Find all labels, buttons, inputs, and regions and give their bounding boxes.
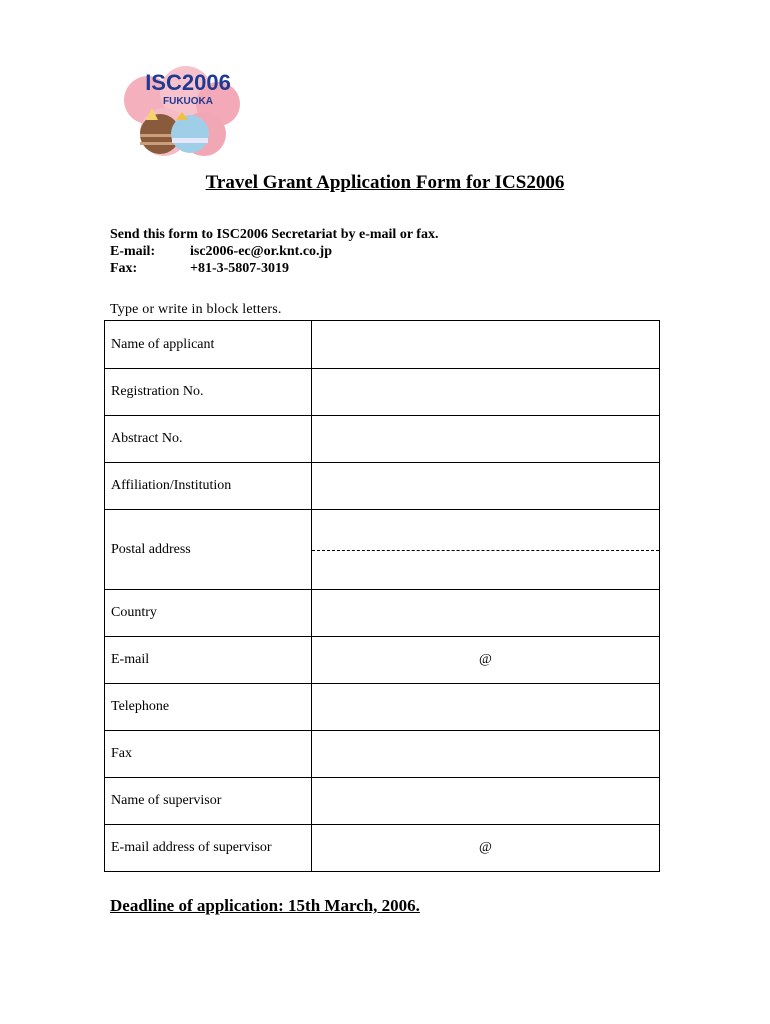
label-fax: Fax [105,731,312,778]
logo-text-isc2006: ISC2006 [145,70,231,95]
page-title: Travel Grant Application Form for ICS2006 [205,172,565,193]
send-fax-label: Fax: [110,261,138,276]
field-supervisor-email[interactable] [312,825,660,872]
send-instructions [110,226,438,277]
label-name-of-applicant: Name of applicant [105,321,312,369]
field-telephone[interactable] [312,684,660,731]
field-abstract-no[interactable] [312,416,660,463]
row-telephone [105,684,660,731]
label-supervisor-name: Name of supervisor [105,778,312,825]
row-affiliation [105,463,660,510]
deadline-notice: Deadline of application: 15th March, 2006. [110,896,420,915]
field-supervisor-name[interactable] [312,778,660,825]
label-postal-address: Postal address [105,510,312,590]
send-fax-value: +81-3-5807-3019 [190,261,289,276]
label-affiliation: Affiliation/Institution [105,463,312,510]
label-email: E-mail [105,637,312,684]
field-email[interactable] [312,637,660,684]
field-affiliation[interactable] [312,463,660,510]
send-intro: Send this form to ISC2006 Secretariat by e-mail or fax. [110,227,439,242]
row-name-of-applicant [105,321,660,369]
logo-text-fukuoka: FUKUOKA [163,96,213,107]
block-letters-instruction: Type or write in block letters. [110,302,282,317]
field-postal-address[interactable] [312,510,660,590]
field-name-of-applicant[interactable] [312,321,660,369]
row-supervisor-email [105,825,660,872]
field-fax[interactable] [312,731,660,778]
row-registration-no [105,369,660,416]
row-postal-address [105,510,660,590]
row-country [105,590,660,637]
supervisor-email-at-sign: @ [479,840,492,855]
label-supervisor-email: E-mail address of supervisor [105,825,312,872]
label-country: Country [105,590,312,637]
postal-address-divider [312,550,659,551]
logo-graphic [118,62,258,162]
row-email [105,637,660,684]
isc2006-logo [118,62,258,162]
row-abstract-no [105,416,660,463]
label-telephone: Telephone [105,684,312,731]
field-registration-no[interactable] [312,369,660,416]
row-fax [105,731,660,778]
label-registration-no: Registration No. [105,369,312,416]
row-supervisor-name [105,778,660,825]
field-country[interactable] [312,590,660,637]
label-abstract-no: Abstract No. [105,416,312,463]
send-email-value: isc2006-ec@or.knt.co.jp [190,244,332,259]
application-form-table [104,320,660,872]
send-email-label: E-mail: [110,244,156,259]
email-at-sign: @ [479,652,492,667]
send-email-row [110,243,438,260]
send-fax-row [110,260,438,277]
